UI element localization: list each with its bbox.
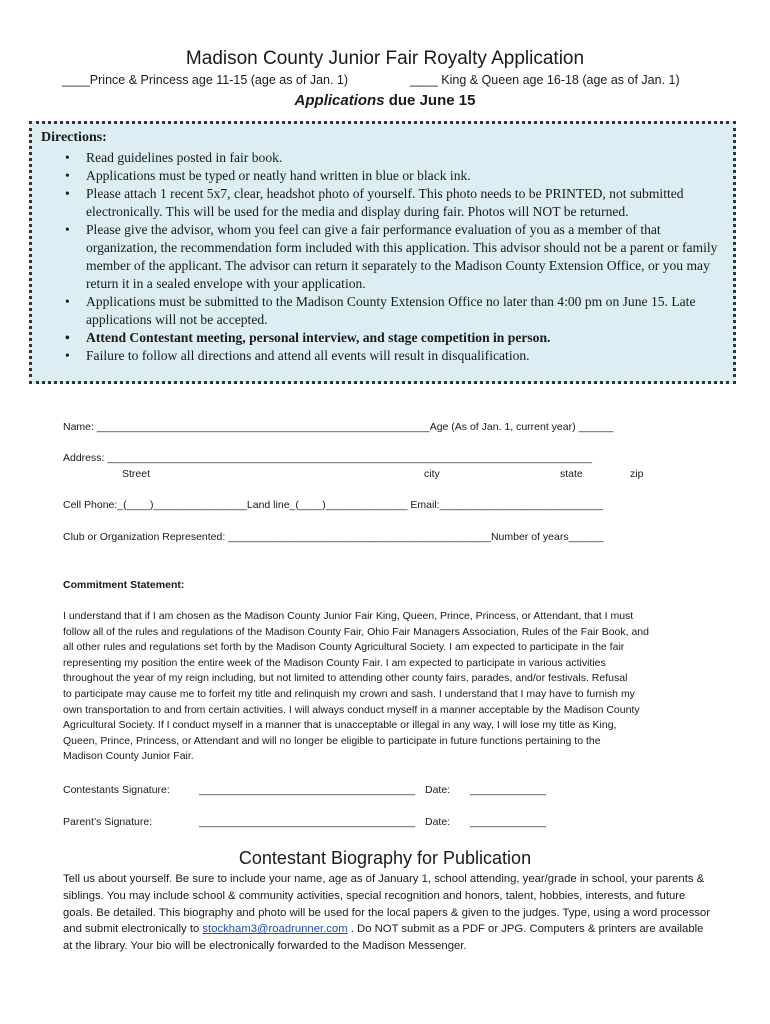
due-date-heading [0, 92, 770, 109]
commitment-line: all other rules and regulations set forth by the Madison County Agricultural Society. I am expected to participate in the fair [63, 641, 625, 654]
bullet-icon: • [65, 168, 70, 183]
directions-box [29, 121, 736, 384]
name-age-field[interactable]: Name: _________________________________________________________Age (As of Jan. 1, current year) ______ [63, 421, 614, 433]
commitment-line: representing my position the entire week of the Madison County Fair. I am expected to participate in various activities [63, 656, 606, 669]
list-item [32, 293, 732, 329]
club-years-field[interactable]: Club or Organization Represented: _____________________________________________Number of years______ [63, 531, 604, 543]
bio-instructions [63, 871, 713, 955]
parent-signature-label: Parent’s Signature: [63, 816, 153, 828]
contestant-date-label: Date: [425, 784, 451, 796]
page-title: Madison County Junior Fair Royalty Application [185, 48, 585, 69]
list-item [32, 185, 732, 221]
direction-text: Please attach 1 recent 5x7, clear, headshot photo of yourself. This photo needs to be PRINTED, not submitted electronically. This will be used for the media and display during fair. Photos will NOT be returned. [86, 186, 684, 219]
address-street-label: Street [122, 468, 151, 480]
directions-list [32, 149, 732, 365]
commitment-line: I understand that if I am chosen as the Madison County Junior Fair King, Queen, Prince, Princess, or Attendant, that I must [63, 610, 634, 622]
address-state-label: state [560, 468, 583, 480]
bullet-icon: • [65, 348, 70, 363]
bullet-icon: • [65, 150, 70, 165]
commitment-line: Agricultural Society. If I conduct myself in a manner that is unacceptable or illegal in any way, I will lose my title as King, [63, 719, 617, 732]
commitment-line: to participate may cause me to forfeit my title and relinquish my crown and sash. I understand that I may have to furnish my [63, 687, 635, 700]
king-queen-option[interactable]: ____ King & Queen age 16-18 (age as of Jan. 1) [410, 73, 680, 87]
commitment-heading: Commitment Statement: [63, 579, 185, 591]
phone-email-field[interactable]: Cell Phone:_(____)________________Land line_(____)______________ Email:____________________________ [63, 499, 604, 511]
bullet-icon: • [65, 294, 70, 309]
direction-text: Read guidelines posted in fair book. [86, 150, 283, 165]
parent-date-line[interactable]: _____________ [470, 816, 546, 828]
address-city-label: city [424, 468, 440, 480]
direction-text: Please give the advisor, whom you feel can give a fair performance evaluation of you as a member of that organization, the recommendation form included with this application. This advisor should not be a parent or family member of the applicant. The advisor can return it separately to the Madison County Extension Office, or you may return it in a sealed envelope with your application. [86, 222, 718, 291]
bullet-icon: • [65, 330, 70, 345]
prince-princess-option[interactable]: ____Prince & Princess age 11-15 (age as of Jan. 1) [62, 73, 349, 87]
commitment-line: Queen, Prince, Princess, or Attendant and will no longer be eligible to participate in future functions pertaining to the [63, 734, 601, 747]
commitment-line: own transportation to and from certain activities. I will always conduct myself in a manner acceptable by the Madison County [63, 703, 640, 716]
bullet-icon: • [65, 186, 70, 201]
parent-signature-line[interactable]: _____________________________________ [199, 816, 416, 828]
direction-text: Applications must be submitted to the Madison County Extension Office no later than 4:00 pm on June 15. Late applications will not be accepted. [86, 294, 696, 327]
contestant-date-line[interactable]: _____________ [470, 784, 546, 796]
list-item [32, 149, 732, 167]
contestant-signature-label: Contestants Signature: [63, 784, 170, 796]
list-item [32, 347, 732, 365]
list-item [32, 221, 732, 293]
commitment-statement [63, 609, 713, 765]
bio-text-after: . Do NOT submit as a PDF or JPG. Computers & printers are available at the library. Your bio will be electronically forwarded to the Madison Messenger. [63, 923, 704, 953]
bullet-icon: • [65, 222, 70, 237]
due-date-italic: Applications [294, 92, 385, 109]
directions-heading: Directions: [41, 130, 107, 145]
bio-title: Contestant Biography for Publication [238, 848, 532, 868]
direction-text: Applications must be typed or neatly hand written in blue or black ink. [86, 168, 471, 183]
commitment-line: throughout the year of my reign including, but not limited to attending other county fairs, parades, and/or festivals. Refusal [63, 672, 628, 685]
commitment-line: follow all of the rules and regulations of the Madison County Fair, Ohio Fair Managers Association, Rules of the Fair Book, and [63, 625, 649, 638]
bio-text-before: Tell us about yourself. Be sure to include your name, age as of January 1, school attending, year/grade in school, your parents & siblings. You may include school & community activities, special recognition and honors, talent, hobbies, interests, and future goals. Be detailed. This biography and photo will be used for the local papers & given to the judges. Type, using a word processor and submit electronically to [63, 873, 711, 936]
due-date-rest: due June 15 [384, 92, 476, 109]
address-zip-label: zip [630, 468, 644, 480]
parent-date-label: Date: [425, 816, 451, 828]
direction-text: Attend Contestant meeting, personal interview, and stage competition in person. [86, 330, 551, 345]
list-item [32, 167, 732, 185]
email-link[interactable]: stockham3@roadrunner.com [202, 923, 348, 936]
address-field[interactable]: Address: ___________________________________________________________________________________ [63, 452, 593, 464]
list-item [32, 329, 732, 347]
contestant-signature-line[interactable]: _____________________________________ [199, 784, 416, 796]
commitment-line: Madison County Junior Fair. [63, 750, 194, 763]
direction-text: Failure to follow all directions and attend all events will result in disqualification. [86, 348, 530, 363]
